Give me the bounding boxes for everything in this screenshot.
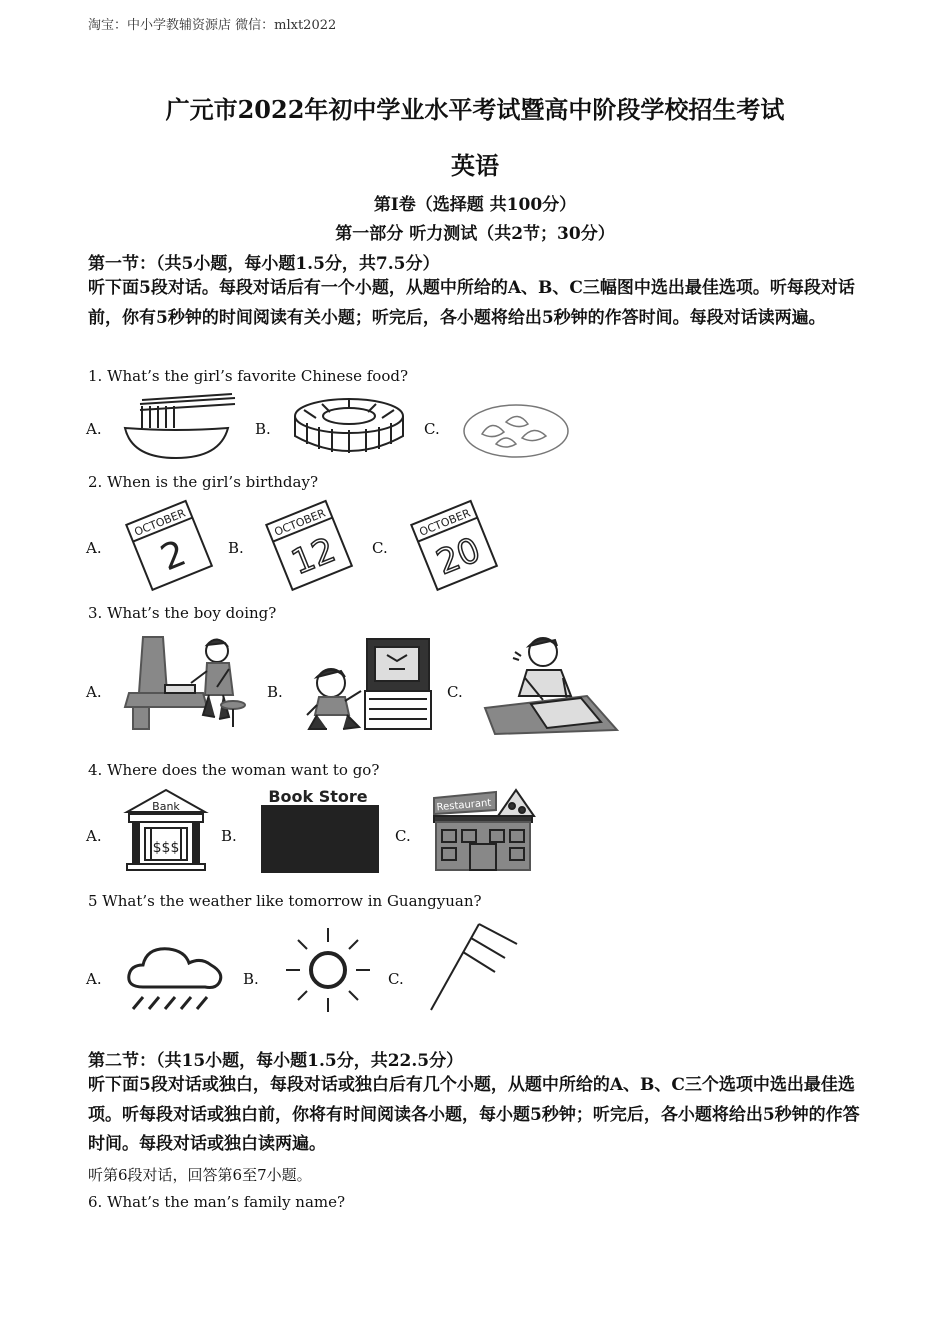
exam-title: 广元市2022年初中学业水平考试暨高中阶段学校招生考试 [165, 95, 785, 124]
question-5: 5 What’s the weather like tomorrow in Guangyuan? [88, 892, 482, 910]
bank-icon [125, 788, 207, 872]
svg-text:Book Store: Book Store [268, 787, 368, 806]
q3-option-c[interactable]: C. [447, 683, 463, 701]
q2-option-a[interactable]: A. [86, 539, 102, 557]
bookstore-icon [258, 784, 380, 874]
wind-flag-icon [425, 920, 521, 1014]
section1-instructions: 听下面5段对话。每段对话后有一个小题，从题中所给的A、B、C三幅图中选出最佳选项。听每段对话前，你有5秒钟的时间阅读有关小题；听完后，各小题将给出5秒钟的作答时间。每段对话读两遍。 [88, 278, 855, 328]
dialogue-6-note: 听第6段对话，回答第6至7小题。 [88, 1166, 312, 1184]
question-3: 3. What’s the boy doing? [88, 604, 277, 622]
calendar-october-20-icon [410, 500, 500, 590]
q4-option-b[interactable]: B. [221, 827, 237, 845]
section2-instructions: 听下面5段对话或独白，每段对话或独白后有几个小题，从题中所给的A、B、C三个选项中选出最佳选项。听每段对话或独白前，你将有时间阅读各小题，每小题5秒钟；听完后，各小题将给出5秒钟的作答时间。每段对话或独白读两遍。 [88, 1075, 860, 1154]
svg-text:$$$: $$$ [152, 840, 180, 856]
svg-text:12: 12 [286, 529, 342, 584]
q5-option-b[interactable]: B. [243, 970, 259, 988]
subject-title: 英语 [451, 151, 499, 180]
q3-option-b[interactable]: B. [267, 683, 283, 701]
q1-option-b[interactable]: B. [255, 420, 271, 438]
q2-option-c[interactable]: C. [372, 539, 388, 557]
question-2: 2. When is the girl’s birthday? [88, 473, 318, 491]
q5-option-c[interactable]: C. [388, 970, 404, 988]
q3-option-a[interactable]: A. [86, 683, 102, 701]
section2-heading: 第二节：（共15小题，每小题1.5分，共22.5分） [88, 1051, 464, 1071]
question-1: 1. What’s the girl’s favorite Chinese food? [88, 367, 409, 385]
svg-text:Restaurant: Restaurant [436, 797, 492, 814]
sun-icon [284, 926, 372, 1014]
calendar-october-2-icon [125, 500, 215, 590]
q1-option-a[interactable]: A. [86, 420, 102, 438]
q4-option-c[interactable]: C. [395, 827, 411, 845]
boy-drawing-icon [485, 630, 617, 734]
svg-text:20: 20 [431, 529, 487, 584]
svg-text:OCTOBER: OCTOBER [132, 506, 188, 539]
boy-watching-tv-icon [303, 635, 433, 733]
noodles-icon [120, 392, 235, 462]
q2-option-b[interactable]: B. [228, 539, 244, 557]
q1-option-c[interactable]: C. [424, 420, 440, 438]
q5-option-a[interactable]: A. [86, 970, 102, 988]
q4-option-a[interactable]: A. [86, 827, 102, 845]
boy-using-computer-icon [125, 635, 250, 730]
calendar-october-12-icon [265, 500, 355, 590]
question-4: 4. Where does the woman want to go? [88, 761, 380, 779]
question-6: 6. What’s the man’s family name? [88, 1193, 346, 1211]
svg-text:2: 2 [155, 532, 192, 580]
page-header: 淘宝：中小学教辅资源店 微信：mlxt2022 [88, 18, 337, 33]
volume-heading: 第Ⅰ卷（选择题 共100分） [373, 195, 577, 215]
part1-heading: 第一部分 听力测试（共2节；30分） [335, 224, 615, 244]
section1-heading: 第一节：（共5小题，每小题1.5分，共7.5分） [88, 254, 440, 274]
svg-text:OCTOBER: OCTOBER [417, 506, 473, 539]
svg-text:OCTOBER: OCTOBER [272, 506, 328, 539]
rain-cloud-icon [125, 943, 227, 1015]
svg-text:Bank: Bank [152, 800, 180, 813]
mooncake-icon [292, 396, 407, 458]
restaurant-icon [432, 786, 536, 874]
dumplings-icon [462, 402, 570, 460]
